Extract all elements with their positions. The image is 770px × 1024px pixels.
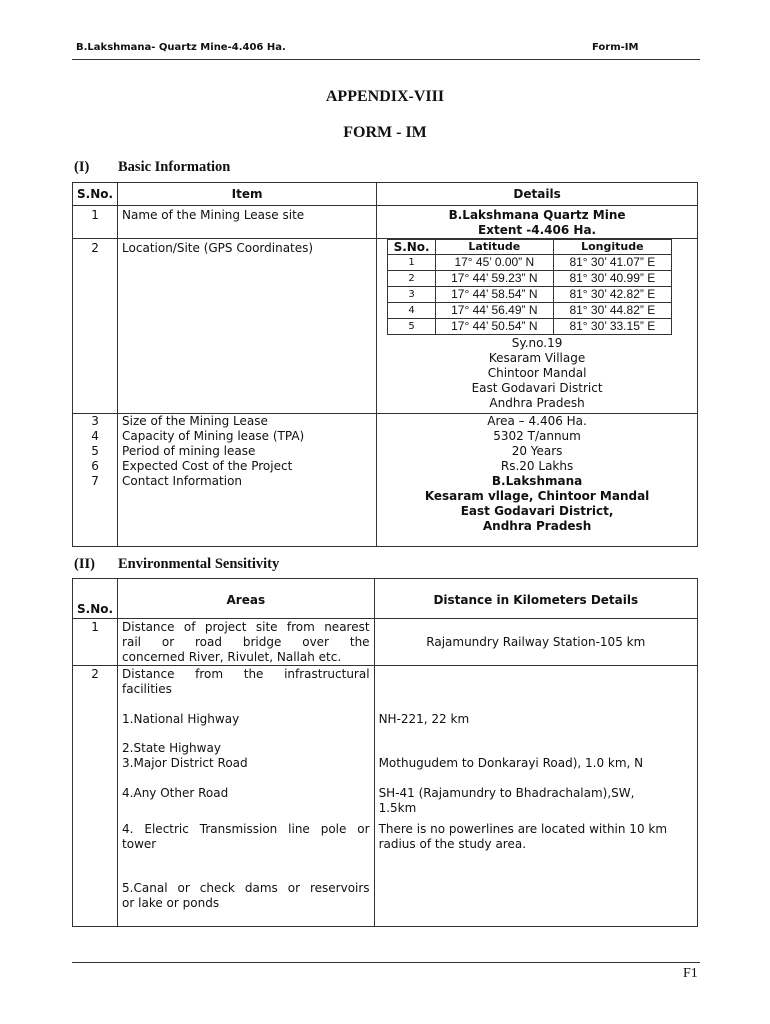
gps-coordinates-table [387, 239, 672, 335]
gps-longitude: 81° 30’ 41.07” E [553, 255, 672, 271]
row-item: Capacity of Mining lease (TPA) [118, 429, 377, 444]
gps-header-sno: S.No. [388, 240, 436, 255]
gps-header-latitude: Latitude [436, 240, 553, 255]
gps-latitude: 17° 44’ 58.54” N [436, 287, 553, 303]
mine-name: B.Lakshmana Quartz Mine [448, 208, 626, 222]
area-state-highway: 2.State Highway [122, 741, 221, 755]
page-number: F1 [683, 966, 698, 981]
area-line: facilities [122, 682, 172, 696]
section-title: Environmental Sensitivity [118, 556, 280, 572]
area-electric-line: 4. Electric Transmission line pole or [122, 822, 370, 836]
column-header-details: Details [377, 183, 698, 206]
row-distance: Rajamundry Railway Station-105 km [374, 619, 697, 666]
section-title: Basic Information [118, 159, 231, 175]
distance-other-road: SH-41 (Rajamundry to Bhadrachalam),SW, [378, 786, 635, 800]
contact-address-district: East Godavari District, [460, 504, 614, 518]
row-sno: 1 [73, 619, 118, 666]
page-header [76, 42, 696, 58]
row-sno: 7 [73, 474, 118, 547]
header-divider [72, 59, 700, 60]
contact-name: B.Lakshmana [491, 474, 583, 488]
gps-header-longitude: Longitude [553, 240, 672, 255]
column-header-sno: S.No. [73, 183, 118, 206]
column-header-item: Item [118, 183, 377, 206]
area-national-highway: 1.National Highway [122, 712, 240, 726]
gps-latitude: 17° 44’ 56.49” N [436, 303, 553, 319]
table-row [73, 444, 698, 459]
gps-row [388, 255, 672, 271]
column-header-areas: Areas [118, 579, 375, 619]
area-other-road: 4.Any Other Road [122, 786, 229, 800]
distance-national-highway: NH-221, 22 km [378, 712, 470, 726]
location-district: East Godavari District [471, 381, 603, 395]
table-row [73, 474, 698, 547]
distance-electric-line: There is no powerlines are located within 10 km [378, 822, 668, 836]
distance-electric-line: radius of the study area. [378, 837, 527, 851]
gps-latitude: 17° 45’ 0.00” N [436, 255, 553, 271]
row-details: 5302 T/annum [377, 429, 698, 444]
location-village: Kesaram Village [488, 351, 586, 365]
area-canal: 5.Canal or check dams or reservoirs [122, 881, 370, 895]
row-sno: 5 [73, 444, 118, 459]
gps-sno: 5 [388, 319, 436, 335]
appendix-title: APPENDIX-VIII [325, 88, 445, 105]
row-item: Expected Cost of the Project [118, 459, 377, 474]
gps-sno: 2 [388, 271, 436, 287]
area-major-district-road: 3.Major District Road [122, 756, 248, 770]
row-sno: 4 [73, 429, 118, 444]
row-sno: 2 [73, 666, 118, 927]
gps-row [388, 287, 672, 303]
row-sno: 3 [73, 414, 118, 430]
row-item: Name of the Mining Lease site [118, 206, 377, 239]
gps-sno: 1 [388, 255, 436, 271]
section-number: (I) [74, 159, 90, 175]
location-mandal: Chintoor Mandal [487, 366, 587, 380]
gps-longitude: 81° 30’ 44.82” E [553, 303, 672, 319]
row-area [118, 666, 375, 927]
row-sno: 6 [73, 459, 118, 474]
area-line: rail or road bridge over the [122, 635, 370, 649]
area-electric-line: tower [122, 837, 157, 851]
contact-address-village: Kesaram vllage, Chintoor Mandal [424, 489, 650, 503]
gps-sno: 3 [388, 287, 436, 303]
row-details: Area – 4.406 Ha. [377, 414, 698, 430]
gps-longitude: 81° 30’ 33.15” E [553, 319, 672, 335]
distance-major-district-road: Mothugudem to Donkarayi Road), 1.0 km, N [378, 756, 644, 770]
gps-row [388, 271, 672, 287]
gps-sno: 4 [388, 303, 436, 319]
gps-row [388, 319, 672, 335]
header-title: B.Lakshmana- Quartz Mine-4.406 Ha. [76, 42, 286, 53]
table-row [73, 619, 698, 666]
form-title: FORM - IM [343, 124, 427, 141]
row-item: Contact Information [118, 474, 377, 547]
row-distance [374, 666, 697, 927]
column-header-sno: S.No. [73, 579, 118, 619]
area-line: concerned River, Rivulet, Nallah etc. [122, 650, 342, 664]
footer-divider [72, 962, 700, 963]
gps-row [388, 303, 672, 319]
area-line: Distance from the infrastructural [122, 667, 370, 681]
row-item: Period of mining lease [118, 444, 377, 459]
section-heading-environmental-sensitivity [74, 556, 279, 573]
row-item: Location/Site (GPS Coordinates) [118, 239, 377, 414]
section-heading-basic-info [74, 159, 230, 176]
area-line: Distance of project site from nearest [122, 620, 370, 634]
row-details [377, 239, 698, 414]
basic-information-table [72, 182, 698, 547]
gps-longitude: 81° 30’ 40.99” E [553, 271, 672, 287]
environmental-sensitivity-table [72, 578, 698, 927]
gps-latitude: 17° 44’ 50.54” N [436, 319, 553, 335]
row-area [118, 619, 375, 666]
column-header-distance: Distance in Kilometers Details [374, 579, 697, 619]
header-form-label: Form-IM [592, 42, 639, 53]
row-sno: 1 [73, 206, 118, 239]
row-details: Rs.20 Lakhs [377, 459, 698, 474]
location-survey-number: Sy.no.19 [511, 336, 563, 350]
table-row [73, 414, 698, 430]
mine-extent: Extent -4.406 Ha. [478, 223, 597, 237]
table-row [73, 459, 698, 474]
gps-latitude: 17° 44’ 59.23” N [436, 271, 553, 287]
row-details: 20 Years [377, 444, 698, 459]
row-sno: 2 [73, 239, 118, 414]
distance-other-road: 1.5km [378, 801, 417, 815]
section-number: (II) [74, 556, 95, 572]
row-item: Size of the Mining Lease [118, 414, 377, 430]
row-details [377, 474, 698, 547]
table-row [73, 429, 698, 444]
contact-address-state: Andhra Pradesh [482, 519, 592, 533]
table-row [73, 666, 698, 927]
area-canal: or lake or ponds [122, 896, 220, 910]
table-row [73, 239, 698, 414]
table-row [73, 206, 698, 239]
row-details [377, 206, 698, 239]
gps-longitude: 81° 30’ 42.82” E [553, 287, 672, 303]
location-state: Andhra Pradesh [489, 396, 585, 410]
